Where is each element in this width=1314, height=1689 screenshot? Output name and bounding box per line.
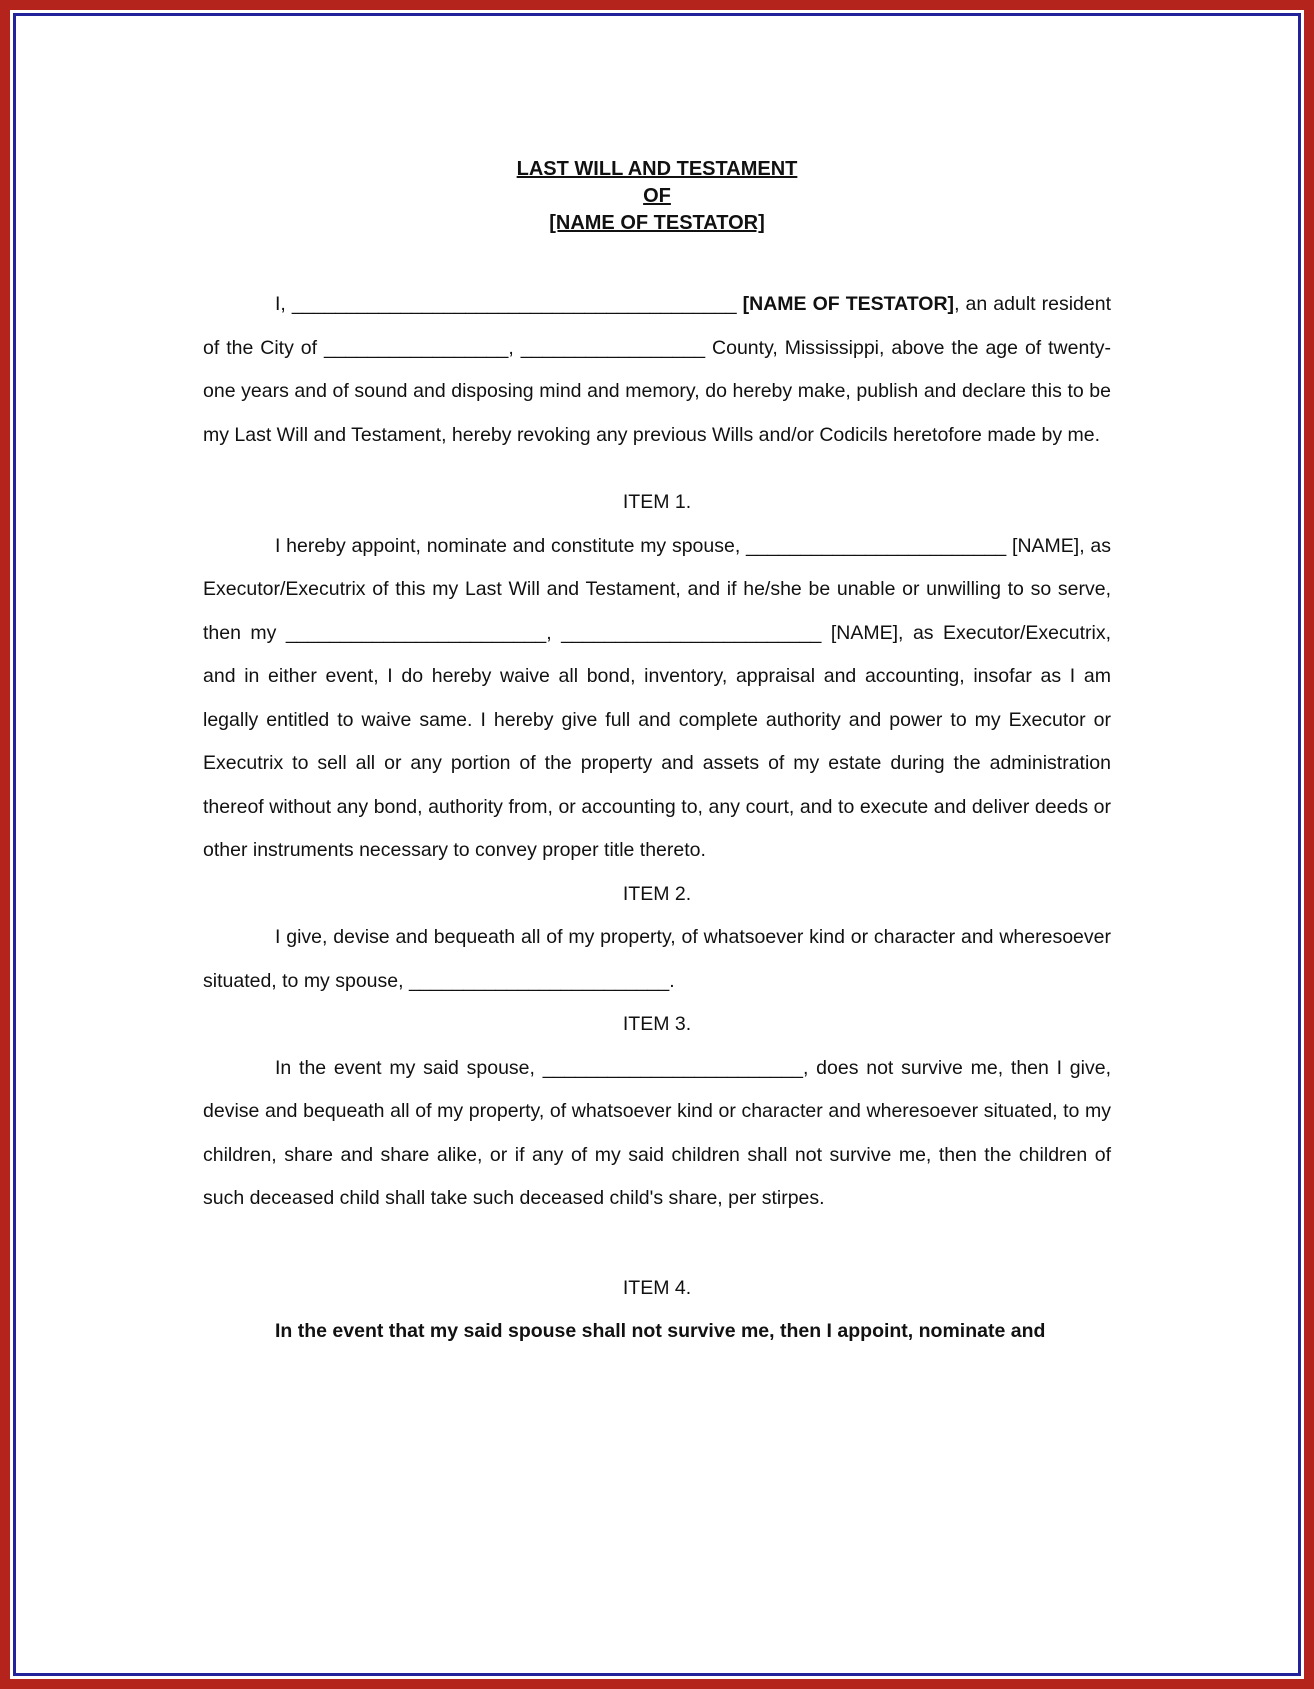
- text-run: [NAME], as Executor/Executrix, and in either event, I do hereby waive all bond, inventory, appraisal and accounting, insofar as I am legally entitled to waive same. I hereby give full and complete authority and power to my Executor or Executrix to sell all or any portion of the property and assets of my estate during the administration thereof without any bond, authority from, or accounting to, any court, and to execute and deliver deeds or other instruments necessary to convey proper title thereto.: [203, 621, 1111, 861]
- text-run: County, Mississippi, above the age of twenty-one years and of sound and disposing mind and memory, do hereby make, publish and declare this to be my Last Will and Testament, hereby revoking any previous Wills and/or Codicils heretofore made by me.: [203, 336, 1111, 446]
- text-run: ,: [508, 336, 521, 359]
- blank-fill-in-line: _________________________________________: [291, 293, 737, 315]
- text-run: I hereby appoint, nominate and constitute my spouse,: [275, 534, 746, 557]
- document-body: [203, 283, 1111, 1354]
- text-run: ,: [546, 621, 562, 644]
- blank-fill-in-line: ________________________: [408, 969, 670, 992]
- blank-fill-in-line: ________________________: [542, 1056, 803, 1079]
- text-run: [NAME OF TESTATOR]: [742, 293, 955, 315]
- text-run: I give, devise and bequeath all of my property, of whatsoever kind or character and wheresoever situated, to my spouse,: [203, 926, 1111, 992]
- text-run: , does not survive me, then I give, devise and bequeath all of my property, of whatsoever kind or character and wheresoever situated, to my children, share and share alike, or if any of my said children shall not survive me, then the children of such deceased child shall take such deceased child's share, per stirpes.: [203, 1056, 1111, 1209]
- item-heading: ITEM 1.: [622, 491, 692, 513]
- blank-fill-in-line: _________________: [520, 336, 706, 359]
- text-run: , an adult resident of the City of: [203, 293, 1111, 359]
- blank-fill-in-line: ________________________: [285, 621, 547, 644]
- item-heading: ITEM 4.: [622, 1276, 692, 1299]
- document-title-line: LAST WILL AND TESTAMENT: [516, 158, 798, 180]
- blank-fill-in-line: ________________________: [746, 534, 1007, 557]
- text-run: In the event that my said spouse shall not survive me, then I appoint, nominate and: [275, 1320, 1046, 1342]
- inner-border-frame: [13, 13, 1301, 1676]
- document-title-line: [NAME OF TESTATOR]: [549, 212, 765, 234]
- text-run: [NAME], as Executor/Executrix of this my Last Will and Testament, and if he/she be unable or unwilling to so serve, then my: [203, 534, 1111, 644]
- paragraph: [203, 525, 1111, 873]
- paragraph: [203, 1310, 1111, 1354]
- document-content: [203, 16, 1111, 1354]
- item-heading: ITEM 2.: [622, 882, 692, 905]
- blank-fill-in-line: ________________________: [561, 621, 822, 644]
- paragraph: [203, 916, 1111, 1003]
- item-heading: ITEM 3.: [622, 1013, 692, 1035]
- paragraph: [203, 1047, 1111, 1221]
- blank-fill-in-line: _________________: [323, 336, 509, 359]
- text-run: In the event my said spouse,: [275, 1056, 543, 1079]
- text-run: I,: [275, 293, 292, 315]
- document-title-line: OF: [643, 185, 671, 207]
- text-run: .: [669, 969, 675, 992]
- document-title: [203, 156, 1111, 237]
- paragraph: [203, 283, 1111, 457]
